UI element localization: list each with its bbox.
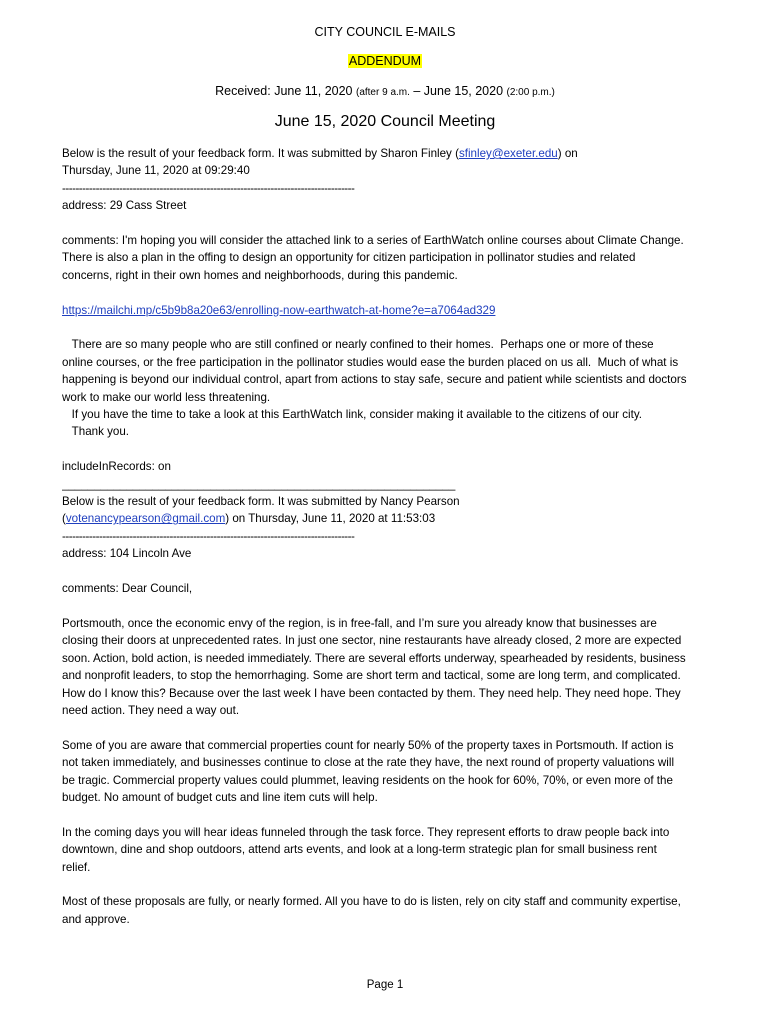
email2-para4: Most of these proposals are fully, or nearly formed. All you have to do is listen, rely on city staff and community expertise, and approve. [62,895,681,926]
email-body [62,145,690,928]
email2-para2: Some of you are aware that commercial properties count for nearly 50% of the property taxes in Portsmouth. If action is not taken immediately, and businesses continue to close at the rate they have, the next round of property valuations will be tragic. Commercial property values could plummet, leaving residents on the hook for 60%, 70%, or even more of the budget. No amount of budget cuts and line item cuts will help. [62,738,675,804]
received-prefix: Received: June 11, 2020 [215,84,356,98]
email1-sender-link[interactable]: sfinley@exeter.edu [458,147,558,160]
email1-address: address: 29 Cass Street [62,199,187,213]
email2-intro-end: ) on Thursday, June 11, 2020 at 11:53:03 [225,512,436,526]
received-time-start: (after 9 a.m. [355,87,410,98]
addendum-label [0,54,770,68]
email2-paren: ( [62,512,66,526]
email1-para1: There are so many people who are still confined or nearly confined to their homes. Perhaps one or more of these online courses, or the free participation in the pollinator studies would ease the burden placed on us all. Much of what is happening is beyond our individual control, apart from actions to stay safe, secure and patient while scientists and doctors work to make our world less threatening. [62,338,690,404]
email1-intro-end: ) on [557,147,578,160]
email2-intro: Below is the result of your feedback form. It was submitted by Nancy Pearson [62,495,460,509]
email1-comments: comments: I'm hoping you will consider the attached link to a series of EarthWatch online courses about Climate Change. There is also a plan in the offing to design an opportunity for citizen participation in pollinator studies and related concerns, right in their own homes and neighborhoods, during this pandemic. [62,234,684,282]
page-number: Page 1 [366,979,404,991]
email1-thanks: Thank you. [62,425,130,439]
email1-rule: --------------------------------------------------------------------------------------- [62,181,355,195]
email2-address: address: 104 Lincoln Ave [62,547,192,561]
email1-intro [62,145,687,162]
received-mid: – June 15, 2020 [409,84,507,98]
received-time-end: (2:00 p.m.) [506,87,555,98]
email2-comments: comments: Dear Council, [62,582,193,596]
email2-intro-line2 [62,510,687,527]
addendum-highlight: ADDENDUM [348,54,422,68]
email1-para2: If you have the time to take a look at this EarthWatch link, consider making it available to the citizens of our city. [62,408,642,422]
email-separator: _____________________________________________________________ [62,477,456,491]
email2-para3: In the coming days you will hear ideas funneled through the task force. They represent efforts to draw people back into downtown, dine and shop outdoors, attend arts events, and look at a long-term strategic plan for small business rent relief. [62,825,670,874]
email1-date: Thursday, June 11, 2020 at 09:29:40 [62,164,250,178]
meeting-heading: June 15, 2020 Council Meeting [274,113,496,130]
email2-rule: --------------------------------------------------------------------------------------- [62,529,355,543]
document-title: CITY COUNCIL E-MAILS [314,25,456,39]
earthwatch-link[interactable]: https://mailchi.mp/c5b9b8a20e63/enrolling-now-earthwatch-at-home?e=a7064ad329 [62,303,496,317]
email2-para1: Portsmouth, once the economic envy of the region, is in free-fall, and I’m sure you already know that businesses are closing their doors at unprecedented rates. In just one sector, nine restaurants have already closed, 2 more are expected soon. Action, bold action, is needed immediately. There are several efforts underway, spearheaded by residents, business and nonprofit leaders, to stop the hemorrhaging. Some are short term and tactical, some are long term, and complicated. How do I know this? Because over the last week I have been contacted by them. They need help. They need hope. They need action. They need a way out. [62,616,686,717]
email1-records: includeInRecords: on [62,460,171,474]
email2-sender-link[interactable]: votenancypearson@gmail.com [65,512,226,526]
received-line [0,84,770,98]
email1-intro-text: Below is the result of your feedback form. It was submitted by Sharon Finley ( [62,147,459,160]
